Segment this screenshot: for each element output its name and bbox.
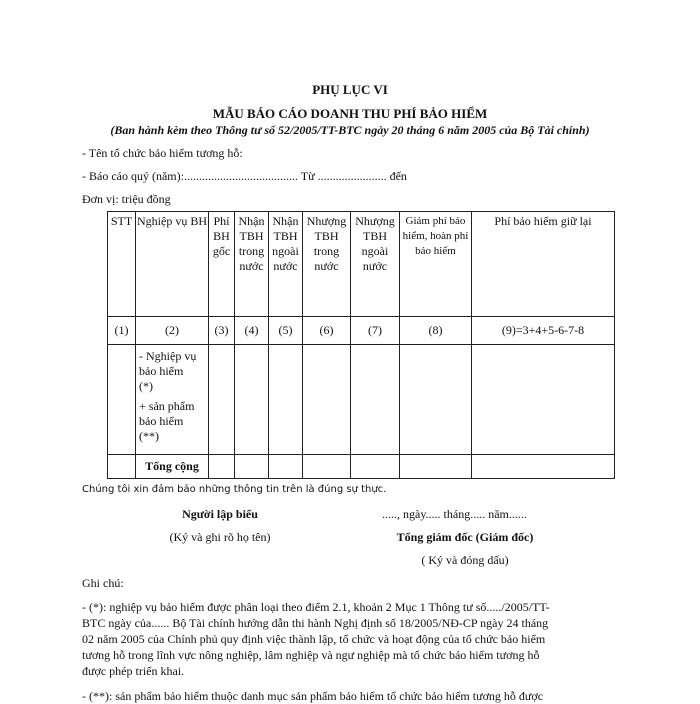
director-note: ( Ký và đóng dấu) bbox=[421, 553, 509, 567]
header-nhan-ngoai: Nhận TBH ngoài nước bbox=[269, 212, 303, 317]
preparer-note: (Ký và ghi rõ họ tên) bbox=[169, 530, 271, 544]
col-number: (1) bbox=[108, 317, 136, 345]
empty-cell bbox=[472, 345, 615, 455]
col-number: (2) bbox=[136, 317, 209, 345]
item-text: (*) bbox=[139, 379, 153, 393]
col-number: (6) bbox=[303, 317, 351, 345]
table-row bbox=[108, 345, 615, 455]
note-line: - (**): sản phẩm bảo hiểm thuộc danh mục sản phẩm bảo hiểm tổ chức bảo hiểm tương hỗ được bbox=[82, 689, 544, 703]
certification-text: Chúng tôi xin đảm bảo những thông tin trên là đúng sự thực. bbox=[82, 484, 387, 495]
note-line: 02 năm 2005 của Chính phủ quy định việc thành lập, tổ chức và hoạt động của tổ chức bảo hiểm bbox=[82, 632, 546, 646]
item-text: bảo hiểm bbox=[139, 364, 184, 378]
item-text: bảo hiểm bbox=[139, 414, 184, 428]
header-nghiep-vu: Nghiệp vụ BH bbox=[136, 212, 209, 317]
empty-cell bbox=[269, 345, 303, 455]
empty-cell bbox=[209, 455, 235, 479]
note-line: BTC ngày của...... Bộ Tài chính hướng dẫn thi hành Nghị định số 18/2005/NĐ-CP ngày 24 tháng bbox=[82, 616, 549, 630]
header-nhuong-ngoai: Nhượng TBH ngoài nước bbox=[351, 212, 400, 317]
item-text: + sản phẩm bbox=[139, 399, 195, 413]
col-number: (8) bbox=[400, 317, 472, 345]
empty-cell bbox=[108, 455, 136, 479]
col-number: (3) bbox=[209, 317, 235, 345]
empty-cell bbox=[400, 345, 472, 455]
item-text: - Nghiệp vụ bbox=[139, 349, 197, 363]
empty-cell bbox=[472, 455, 615, 479]
report-period-field: - Báo cáo quý (năm):...................................... Từ ....................... đến bbox=[82, 169, 407, 183]
notes-heading: Ghi chú: bbox=[82, 576, 124, 590]
header-phi-goc: Phí BH gốc bbox=[209, 212, 235, 317]
row-items-cell bbox=[136, 345, 209, 455]
item-text: (**) bbox=[139, 429, 159, 443]
col-number: (4) bbox=[235, 317, 269, 345]
empty-cell bbox=[400, 455, 472, 479]
document-title: MẪU BÁO CÁO DOANH THU PHÍ BẢO HIỂM bbox=[212, 106, 488, 121]
empty-cell bbox=[235, 345, 269, 455]
header-nhuong-trong: Nhượng TBH trong nước bbox=[303, 212, 351, 317]
empty-cell bbox=[108, 345, 136, 455]
empty-cell bbox=[303, 455, 351, 479]
col-number: (5) bbox=[269, 317, 303, 345]
org-name-field: - Tên tổ chức bảo hiểm tương hỗ: bbox=[82, 146, 243, 160]
column-number-row bbox=[108, 317, 615, 345]
appendix-heading: PHỤ LỤC VI bbox=[312, 82, 388, 97]
total-row bbox=[108, 455, 615, 479]
header-phi-giu-lai: Phí bảo hiểm giữ lại bbox=[472, 212, 615, 317]
empty-cell bbox=[351, 455, 400, 479]
unit-label: Đơn vị: triệu đồng bbox=[82, 192, 171, 206]
empty-cell bbox=[209, 345, 235, 455]
note-line: tương hỗ trong lĩnh vực nông nghiệp, lâm nghiệp và ngư nghiệp mà tổ chức bảo hiểm tương hỗ bbox=[82, 648, 540, 662]
empty-cell bbox=[303, 345, 351, 455]
col-number: (7) bbox=[351, 317, 400, 345]
header-nhan-trong: Nhận TBH trong nước bbox=[235, 212, 269, 317]
item-line bbox=[139, 364, 207, 379]
date-line: ....., ngày..... tháng..... năm...... bbox=[382, 507, 527, 521]
empty-cell bbox=[269, 455, 303, 479]
header-stt: STT bbox=[108, 212, 136, 317]
total-label: Tổng cộng bbox=[136, 455, 209, 479]
document-subtitle: (Ban hành kèm theo Thông tư số 52/2005/TT-BTC ngày 20 tháng 6 năm 2005 của Bộ Tài chính) bbox=[110, 123, 590, 137]
director-title: Tổng giám đốc (Giám đốc) bbox=[396, 530, 534, 544]
empty-cell bbox=[351, 345, 400, 455]
note-line: - (*): nghiệp vụ bảo hiểm được phân loại theo điểm 2.1, khoản 2 Mục 1 Thông tư số...../2005/TT- bbox=[82, 600, 550, 614]
empty-cell bbox=[235, 455, 269, 479]
col-number: (9)=3+4+5-6-7-8 bbox=[472, 317, 615, 345]
item-line bbox=[139, 349, 207, 364]
preparer-title: Người lập biểu bbox=[182, 507, 258, 521]
table-header-row bbox=[108, 212, 615, 317]
header-giam-phi: Giảm phí bảo hiểm, hoàn phí bảo hiểm bbox=[400, 212, 472, 317]
revenue-table bbox=[107, 211, 615, 479]
note-line: được phép triển khai. bbox=[82, 664, 185, 678]
